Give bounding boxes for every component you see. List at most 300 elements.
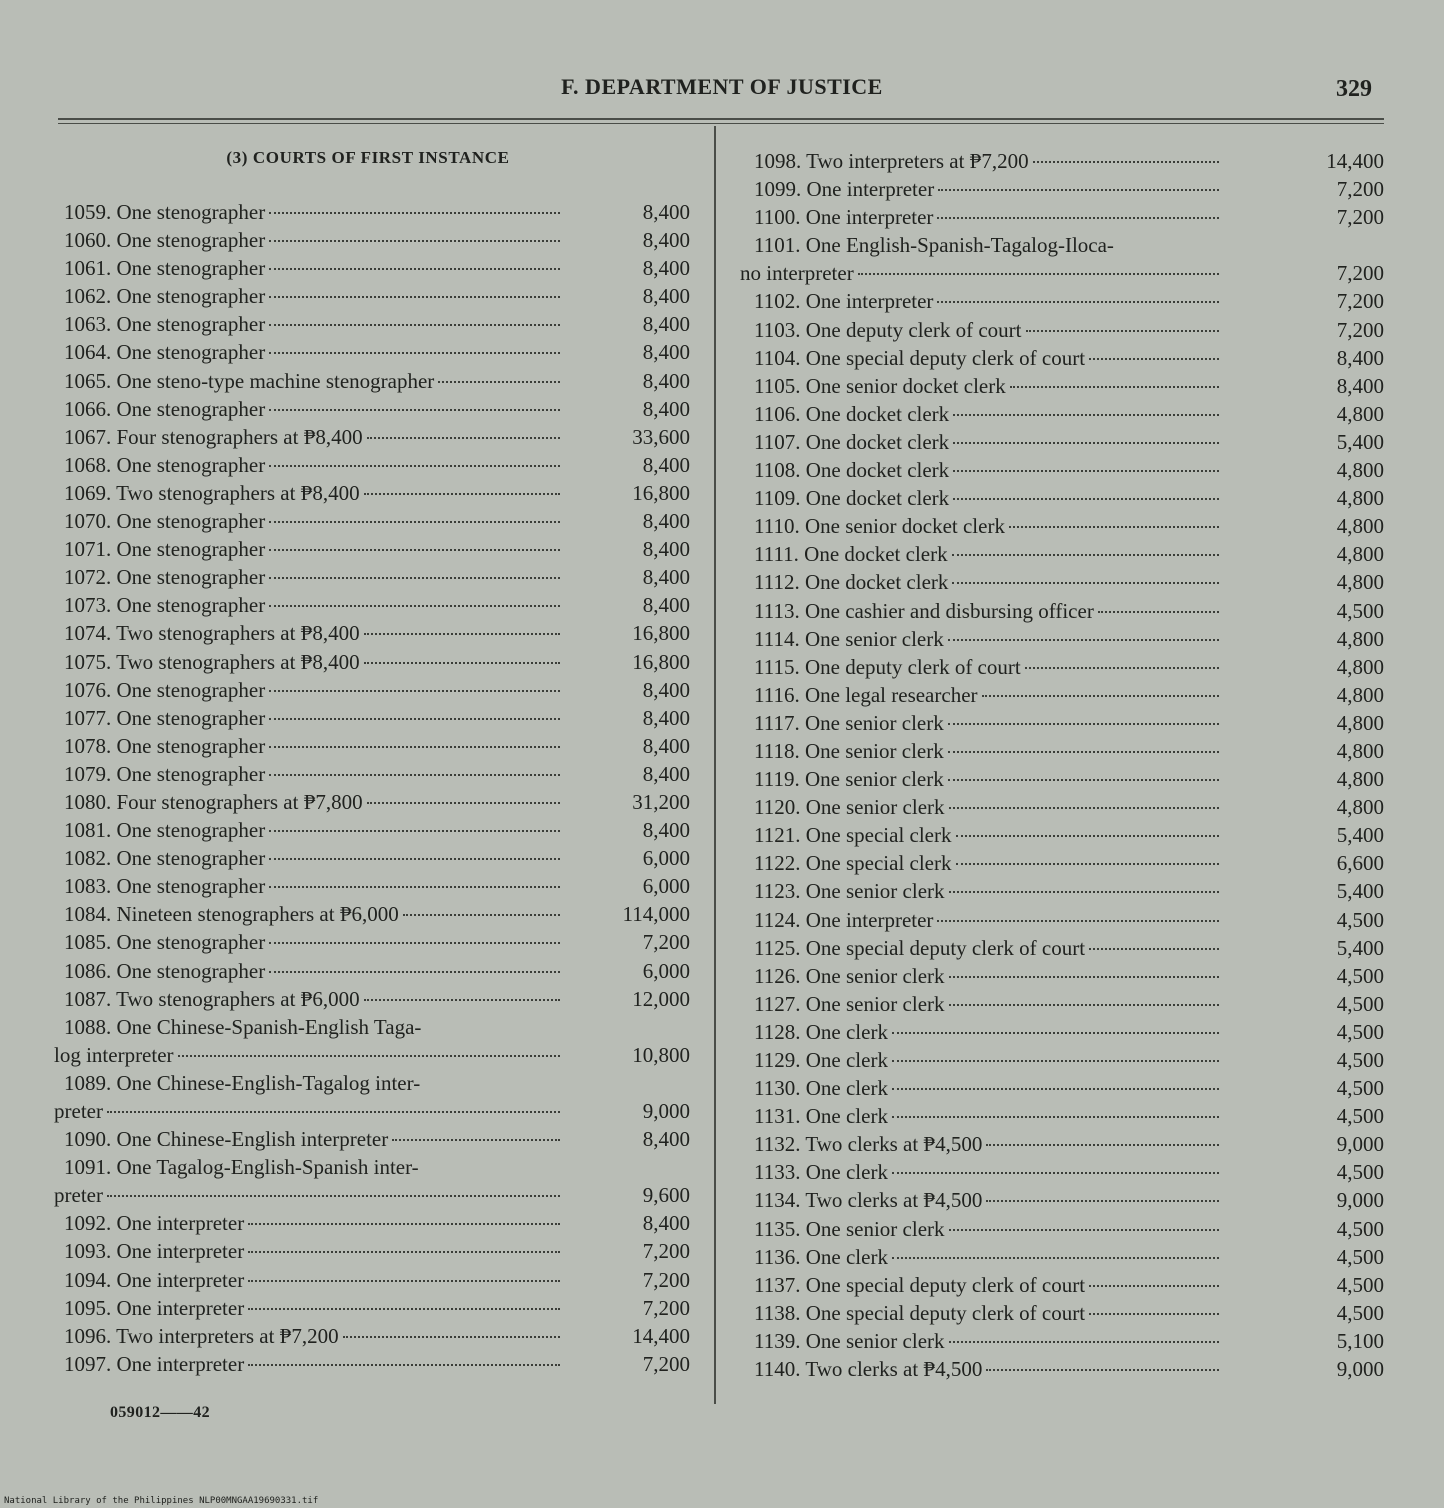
item-text: One senior clerk (804, 767, 944, 792)
item-number: 1069. (64, 480, 112, 505)
dot-leader (953, 414, 1219, 416)
item-description (740, 372, 1223, 400)
item-text: One senior clerk (804, 738, 944, 763)
dot-leader (1098, 611, 1219, 613)
item-text: One docket clerk (805, 401, 950, 426)
item-amount: 4,800 (1336, 486, 1384, 511)
right-column (740, 147, 1388, 1383)
item-text: One stenographer (116, 818, 266, 843)
dot-leader (953, 470, 1219, 472)
line-item (740, 737, 1388, 765)
item-text: One interpreter (805, 205, 934, 230)
line-item (54, 760, 694, 788)
item-amount: 4,500 (1336, 1300, 1384, 1325)
dot-leader (269, 352, 560, 354)
item-amount: 8,400 (1336, 373, 1384, 398)
item-number: 1103. (754, 317, 801, 342)
item-description (54, 872, 564, 900)
item-number: 1122. (754, 851, 801, 876)
line-item (740, 456, 1388, 484)
item-number: 1081. (64, 818, 112, 843)
item-description (740, 568, 1223, 596)
item-text: One clerk (805, 1048, 888, 1072)
dot-leader (269, 521, 560, 523)
item-text: One English-Spanish-Tagalog-Iloca- (805, 233, 1114, 258)
item-text: One stenographer (116, 340, 266, 365)
dot-leader (892, 1060, 1219, 1062)
item-text: One docket clerk (805, 429, 950, 454)
item-description (54, 760, 564, 788)
dot-leader (364, 493, 560, 495)
item-number: 1068. (64, 452, 112, 477)
line-item (54, 507, 694, 535)
item-description (54, 226, 564, 254)
line-item (740, 1186, 1388, 1214)
item-amount: 4,800 (1336, 542, 1384, 567)
item-description (54, 310, 564, 338)
item-text: One senior clerk (805, 991, 945, 1016)
dot-leader (986, 1200, 1219, 1202)
item-text: Two stenographers at ₱8,400 (116, 621, 360, 646)
item-description (740, 1130, 1223, 1158)
item-text: One Chinese-Spanish-English Taga- (116, 1014, 422, 1039)
item-text: One interpreter (116, 1295, 245, 1320)
line-item (54, 704, 694, 732)
item-text: Four stenographers at ₱8,400 (116, 424, 363, 449)
item-description (740, 821, 1223, 849)
item-number: 1082. (64, 846, 112, 871)
item-number: 1125. (754, 935, 801, 960)
item-description (740, 1046, 1223, 1074)
item-number: 1075. (64, 649, 112, 674)
item-number: 1061. (64, 256, 112, 281)
column-divider (714, 126, 716, 1404)
item-number: 1076. (64, 677, 112, 702)
item-text: One clerk (805, 1076, 888, 1101)
dot-leader (892, 1088, 1219, 1090)
dot-leader (269, 774, 560, 776)
item-description (54, 198, 564, 226)
item-description (740, 344, 1223, 372)
item-amount: 8,400 (642, 761, 690, 786)
line-item (740, 1102, 1388, 1130)
dot-leader (949, 807, 1219, 809)
line-item (740, 175, 1388, 203)
item-description (740, 625, 1223, 653)
item-number: 1138. (754, 1300, 801, 1325)
item-number: 1106. (754, 401, 801, 426)
dot-leader (269, 830, 560, 832)
item-amount: 9,000 (1336, 1357, 1384, 1382)
item-text: One special deputy clerk of court (805, 1300, 1086, 1325)
item-text: One senior clerk (805, 1216, 945, 1241)
item-number: 1140. (754, 1357, 801, 1382)
item-description (740, 456, 1223, 484)
dot-leader (269, 746, 560, 748)
item-number: 1095. (64, 1295, 112, 1320)
item-amount: 4,500 (1336, 598, 1384, 623)
item-description (54, 563, 564, 591)
item-description (740, 1215, 1223, 1243)
item-amount: 8,400 (642, 565, 690, 590)
item-description (54, 338, 564, 366)
item-text: One stenographer (116, 930, 266, 955)
line-item (54, 1125, 694, 1153)
item-number: 1080. (64, 789, 112, 814)
item-number: 1100. (754, 205, 801, 230)
item-description (740, 906, 1223, 934)
line-item (54, 872, 694, 900)
dot-leader (953, 498, 1219, 500)
item-description (54, 1209, 564, 1237)
item-text: One clerk (805, 1244, 888, 1269)
item-number: 1093. (64, 1239, 112, 1264)
line-item (740, 540, 1388, 568)
dot-leader (269, 858, 560, 860)
item-amount: 4,800 (1336, 710, 1384, 735)
section-heading: (3) COURTS OF FIRST INSTANCE (226, 148, 510, 167)
item-number: 1117. (754, 710, 800, 735)
item-description (54, 423, 564, 451)
item-number: 1089. (64, 1070, 112, 1095)
item-text: One stenographer (116, 874, 266, 899)
item-text-continued: preter (54, 1183, 103, 1208)
line-item (54, 254, 694, 282)
line-item (54, 816, 694, 844)
item-number: 1085. (64, 930, 112, 955)
item-amount: 8,400 (642, 1127, 690, 1152)
line-item (54, 479, 694, 507)
item-number: 1062. (64, 284, 112, 309)
item-amount: 9,000 (642, 1099, 690, 1123)
line-item (54, 1069, 694, 1125)
item-text: Two stenographers at ₱8,400 (116, 480, 360, 505)
item-amount: 4,800 (1336, 458, 1384, 483)
item-number: 1126. (754, 963, 801, 988)
dot-leader (364, 999, 560, 1001)
item-text: One special deputy clerk of court (805, 1272, 1086, 1297)
item-amount: 4,500 (1336, 1216, 1384, 1241)
item-amount: 8,400 (642, 396, 690, 421)
item-number: 1070. (64, 509, 112, 534)
item-text: One special clerk (805, 823, 952, 848)
line-item (740, 203, 1388, 231)
item-amount: 4,800 (1336, 682, 1384, 707)
item-text-continued: log interpreter (54, 1042, 174, 1067)
item-amount: 5,100 (1336, 1328, 1384, 1353)
item-number: 1104. (754, 345, 801, 370)
item-text: One senior clerk (805, 879, 945, 904)
dot-leader (948, 639, 1219, 641)
item-number: 1096. (64, 1323, 112, 1348)
item-number: 1127. (754, 991, 801, 1016)
line-item (740, 1018, 1388, 1046)
item-text: Two stenographers at ₱8,400 (116, 649, 360, 674)
item-amount: 114,000 (622, 902, 690, 927)
dot-leader (1033, 161, 1219, 163)
item-text: One docket clerk (805, 486, 950, 511)
item-text: One cashier and disbursing officer (804, 598, 1094, 623)
dot-leader (178, 1055, 560, 1057)
dot-leader (892, 1257, 1219, 1259)
item-text: One interpreter (116, 1351, 245, 1376)
item-description (54, 535, 564, 563)
dot-leader (269, 324, 560, 326)
item-number: 1099. (754, 177, 802, 202)
item-text: One special clerk (805, 851, 952, 876)
line-item (54, 1266, 694, 1294)
item-amount: 4,800 (1336, 767, 1384, 792)
item-amount: 7,200 (642, 1267, 690, 1292)
item-number: 1079. (64, 761, 112, 786)
dot-leader (953, 442, 1219, 444)
line-item (740, 316, 1388, 344)
item-text: Two clerks at ₱4,500 (805, 1132, 983, 1157)
item-number: 1124. (754, 907, 801, 932)
item-description (740, 147, 1223, 175)
line-item (740, 287, 1388, 315)
dot-leader (248, 1223, 560, 1225)
item-amount: 8,400 (642, 818, 690, 843)
line-item (54, 732, 694, 760)
item-number: 1108. (754, 458, 801, 483)
item-number: 1094. (64, 1267, 112, 1292)
line-item (740, 1355, 1388, 1383)
item-description (54, 479, 564, 507)
line-item (54, 1209, 694, 1237)
item-number: 1067. (64, 424, 112, 449)
dot-leader (937, 301, 1219, 303)
line-item (54, 367, 694, 395)
item-description (54, 704, 564, 732)
line-item (54, 591, 694, 619)
dot-leader (248, 1280, 560, 1282)
item-text: One deputy clerk of court (805, 317, 1022, 342)
dot-leader (952, 582, 1219, 584)
item-amount: 4,800 (1336, 795, 1384, 820)
item-amount: 8,400 (642, 368, 690, 393)
item-description (54, 816, 564, 844)
dot-leader (107, 1195, 560, 1197)
dot-leader (269, 886, 560, 888)
print-code: 059012——42 (110, 1404, 210, 1421)
dot-leader (1089, 358, 1219, 360)
item-amount: 4,500 (1336, 1048, 1384, 1072)
item-text: Two clerks at ₱4,500 (805, 1357, 983, 1382)
item-description (740, 1271, 1223, 1299)
item-text: One stenographer (116, 565, 266, 590)
item-number: 1086. (64, 958, 112, 983)
item-number: 1109. (754, 486, 801, 511)
line-item (740, 653, 1388, 681)
line-item (54, 451, 694, 479)
item-text: One steno-type machine stenographer (116, 368, 435, 393)
line-item (54, 1153, 694, 1209)
item-number: 1120. (754, 795, 801, 820)
item-amount: 5,400 (1336, 823, 1384, 848)
dot-leader (956, 863, 1220, 865)
line-item (54, 619, 694, 647)
dot-leader (248, 1364, 560, 1366)
item-description (740, 597, 1223, 625)
line-item (54, 338, 694, 366)
item-amount: 4,500 (1336, 1104, 1384, 1129)
line-item (740, 849, 1388, 877)
item-text: One Chinese-English interpreter (116, 1127, 389, 1152)
item-text: One senior docket clerk (805, 373, 1006, 398)
item-text: One clerk (805, 1104, 888, 1129)
dot-leader (269, 465, 560, 467)
item-number: 1113. (754, 598, 800, 623)
line-item (740, 821, 1388, 849)
item-number: 1137. (754, 1272, 801, 1297)
item-text: One stenographer (116, 200, 266, 224)
item-description (54, 1266, 564, 1294)
item-description (54, 676, 564, 704)
dot-leader (269, 240, 560, 242)
line-item (54, 648, 694, 676)
item-amount: 8,400 (642, 452, 690, 477)
item-amount: 9,600 (642, 1183, 690, 1208)
line-item (740, 372, 1388, 400)
item-amount: 12,000 (632, 986, 690, 1011)
item-number: 1112. (754, 570, 800, 595)
line-item (54, 928, 694, 956)
line-item (740, 1046, 1388, 1074)
item-amount: 16,800 (632, 480, 690, 505)
item-number: 1092. (64, 1211, 112, 1236)
line-item (740, 625, 1388, 653)
line-item (54, 900, 694, 928)
item-text: One senior clerk (805, 1328, 945, 1353)
item-number: 1072. (64, 565, 112, 590)
page-header-title: F. DEPARTMENT OF JUSTICE (561, 74, 883, 99)
dot-leader (392, 1139, 560, 1141)
item-description (740, 1327, 1223, 1355)
item-description (740, 653, 1223, 681)
item-text: One stenographer (116, 593, 266, 618)
item-number: 1059. (64, 200, 112, 224)
item-description (54, 788, 564, 816)
item-amount: 4,500 (1336, 1272, 1384, 1297)
item-text: One stenographer (116, 705, 266, 730)
item-number: 1064. (64, 340, 112, 365)
line-item (740, 231, 1388, 287)
item-amount: 4,500 (1336, 963, 1384, 988)
dot-leader (403, 914, 560, 916)
line-item (54, 563, 694, 591)
line-item (740, 990, 1388, 1018)
item-number: 1131. (754, 1104, 801, 1129)
line-item (54, 1322, 694, 1350)
item-text: One stenographer (116, 761, 266, 786)
item-amount: 8,400 (642, 312, 690, 337)
item-number: 1088. (64, 1014, 112, 1039)
item-text: One interpreter (806, 177, 935, 202)
dot-leader (1026, 330, 1220, 332)
item-description (740, 428, 1223, 456)
item-number: 1128. (754, 1019, 801, 1044)
item-number: 1074. (64, 621, 112, 646)
line-item (740, 1327, 1388, 1355)
item-amount: 4,800 (1336, 738, 1384, 763)
item-number: 1110. (754, 514, 800, 539)
dot-leader (937, 920, 1219, 922)
dot-leader (1089, 1285, 1219, 1287)
item-number: 1084. (64, 902, 112, 927)
item-number: 1101. (754, 233, 801, 258)
item-amount: 33,600 (632, 424, 690, 449)
dot-leader (949, 1229, 1219, 1231)
dot-leader (892, 1116, 1219, 1118)
item-text: One docket clerk (804, 570, 949, 595)
line-item (54, 1294, 694, 1322)
dot-leader (949, 891, 1219, 893)
item-number: 1090. (64, 1127, 112, 1152)
item-amount: 8,400 (1336, 345, 1384, 370)
dot-leader (269, 549, 560, 551)
left-column (54, 198, 694, 1378)
item-text: One interpreter (116, 1239, 245, 1264)
item-text: One special deputy clerk of court (805, 935, 1086, 960)
item-number: 1130. (754, 1076, 801, 1101)
item-amount: 7,200 (1336, 317, 1384, 342)
dot-leader (949, 976, 1219, 978)
item-text: One stenographer (116, 228, 266, 253)
dot-leader (269, 690, 560, 692)
line-item (740, 681, 1388, 709)
line-item (740, 428, 1388, 456)
item-description (54, 1237, 564, 1265)
item-description (740, 1186, 1223, 1214)
item-amount: 8,400 (642, 593, 690, 618)
item-description (740, 175, 1223, 203)
item-text: One clerk (805, 1160, 888, 1185)
item-amount: 4,800 (1336, 654, 1384, 679)
item-number: 1087. (64, 986, 112, 1011)
header-rule-thin (58, 123, 1384, 124)
item-amount: 8,400 (642, 284, 690, 309)
line-item (54, 310, 694, 338)
item-description (54, 957, 564, 985)
item-number: 1118. (754, 738, 800, 763)
item-description (54, 928, 564, 956)
item-text: One stenographer (116, 677, 266, 702)
line-item (740, 934, 1388, 962)
dot-leader (892, 1032, 1219, 1034)
item-description (54, 395, 564, 423)
item-amount: 4,500 (1336, 907, 1384, 932)
item-amount: 31,200 (632, 789, 690, 814)
item-amount: 8,400 (642, 256, 690, 281)
dot-leader (269, 577, 560, 579)
dot-leader (949, 1004, 1219, 1006)
item-number: 1119. (754, 767, 800, 792)
item-number: 1135. (754, 1216, 801, 1241)
item-amount: 8,400 (642, 705, 690, 730)
item-description (54, 1125, 564, 1153)
item-number: 1102. (754, 289, 801, 314)
line-item (740, 1130, 1388, 1158)
item-description (54, 1153, 564, 1209)
item-amount: 6,600 (1336, 851, 1384, 876)
item-number: 1066. (64, 396, 112, 421)
item-amount: 8,400 (642, 200, 690, 224)
item-text: One deputy clerk of court (804, 654, 1021, 679)
item-number: 1097. (64, 1351, 112, 1376)
item-number: 1073. (64, 593, 112, 618)
dot-leader (948, 723, 1219, 725)
